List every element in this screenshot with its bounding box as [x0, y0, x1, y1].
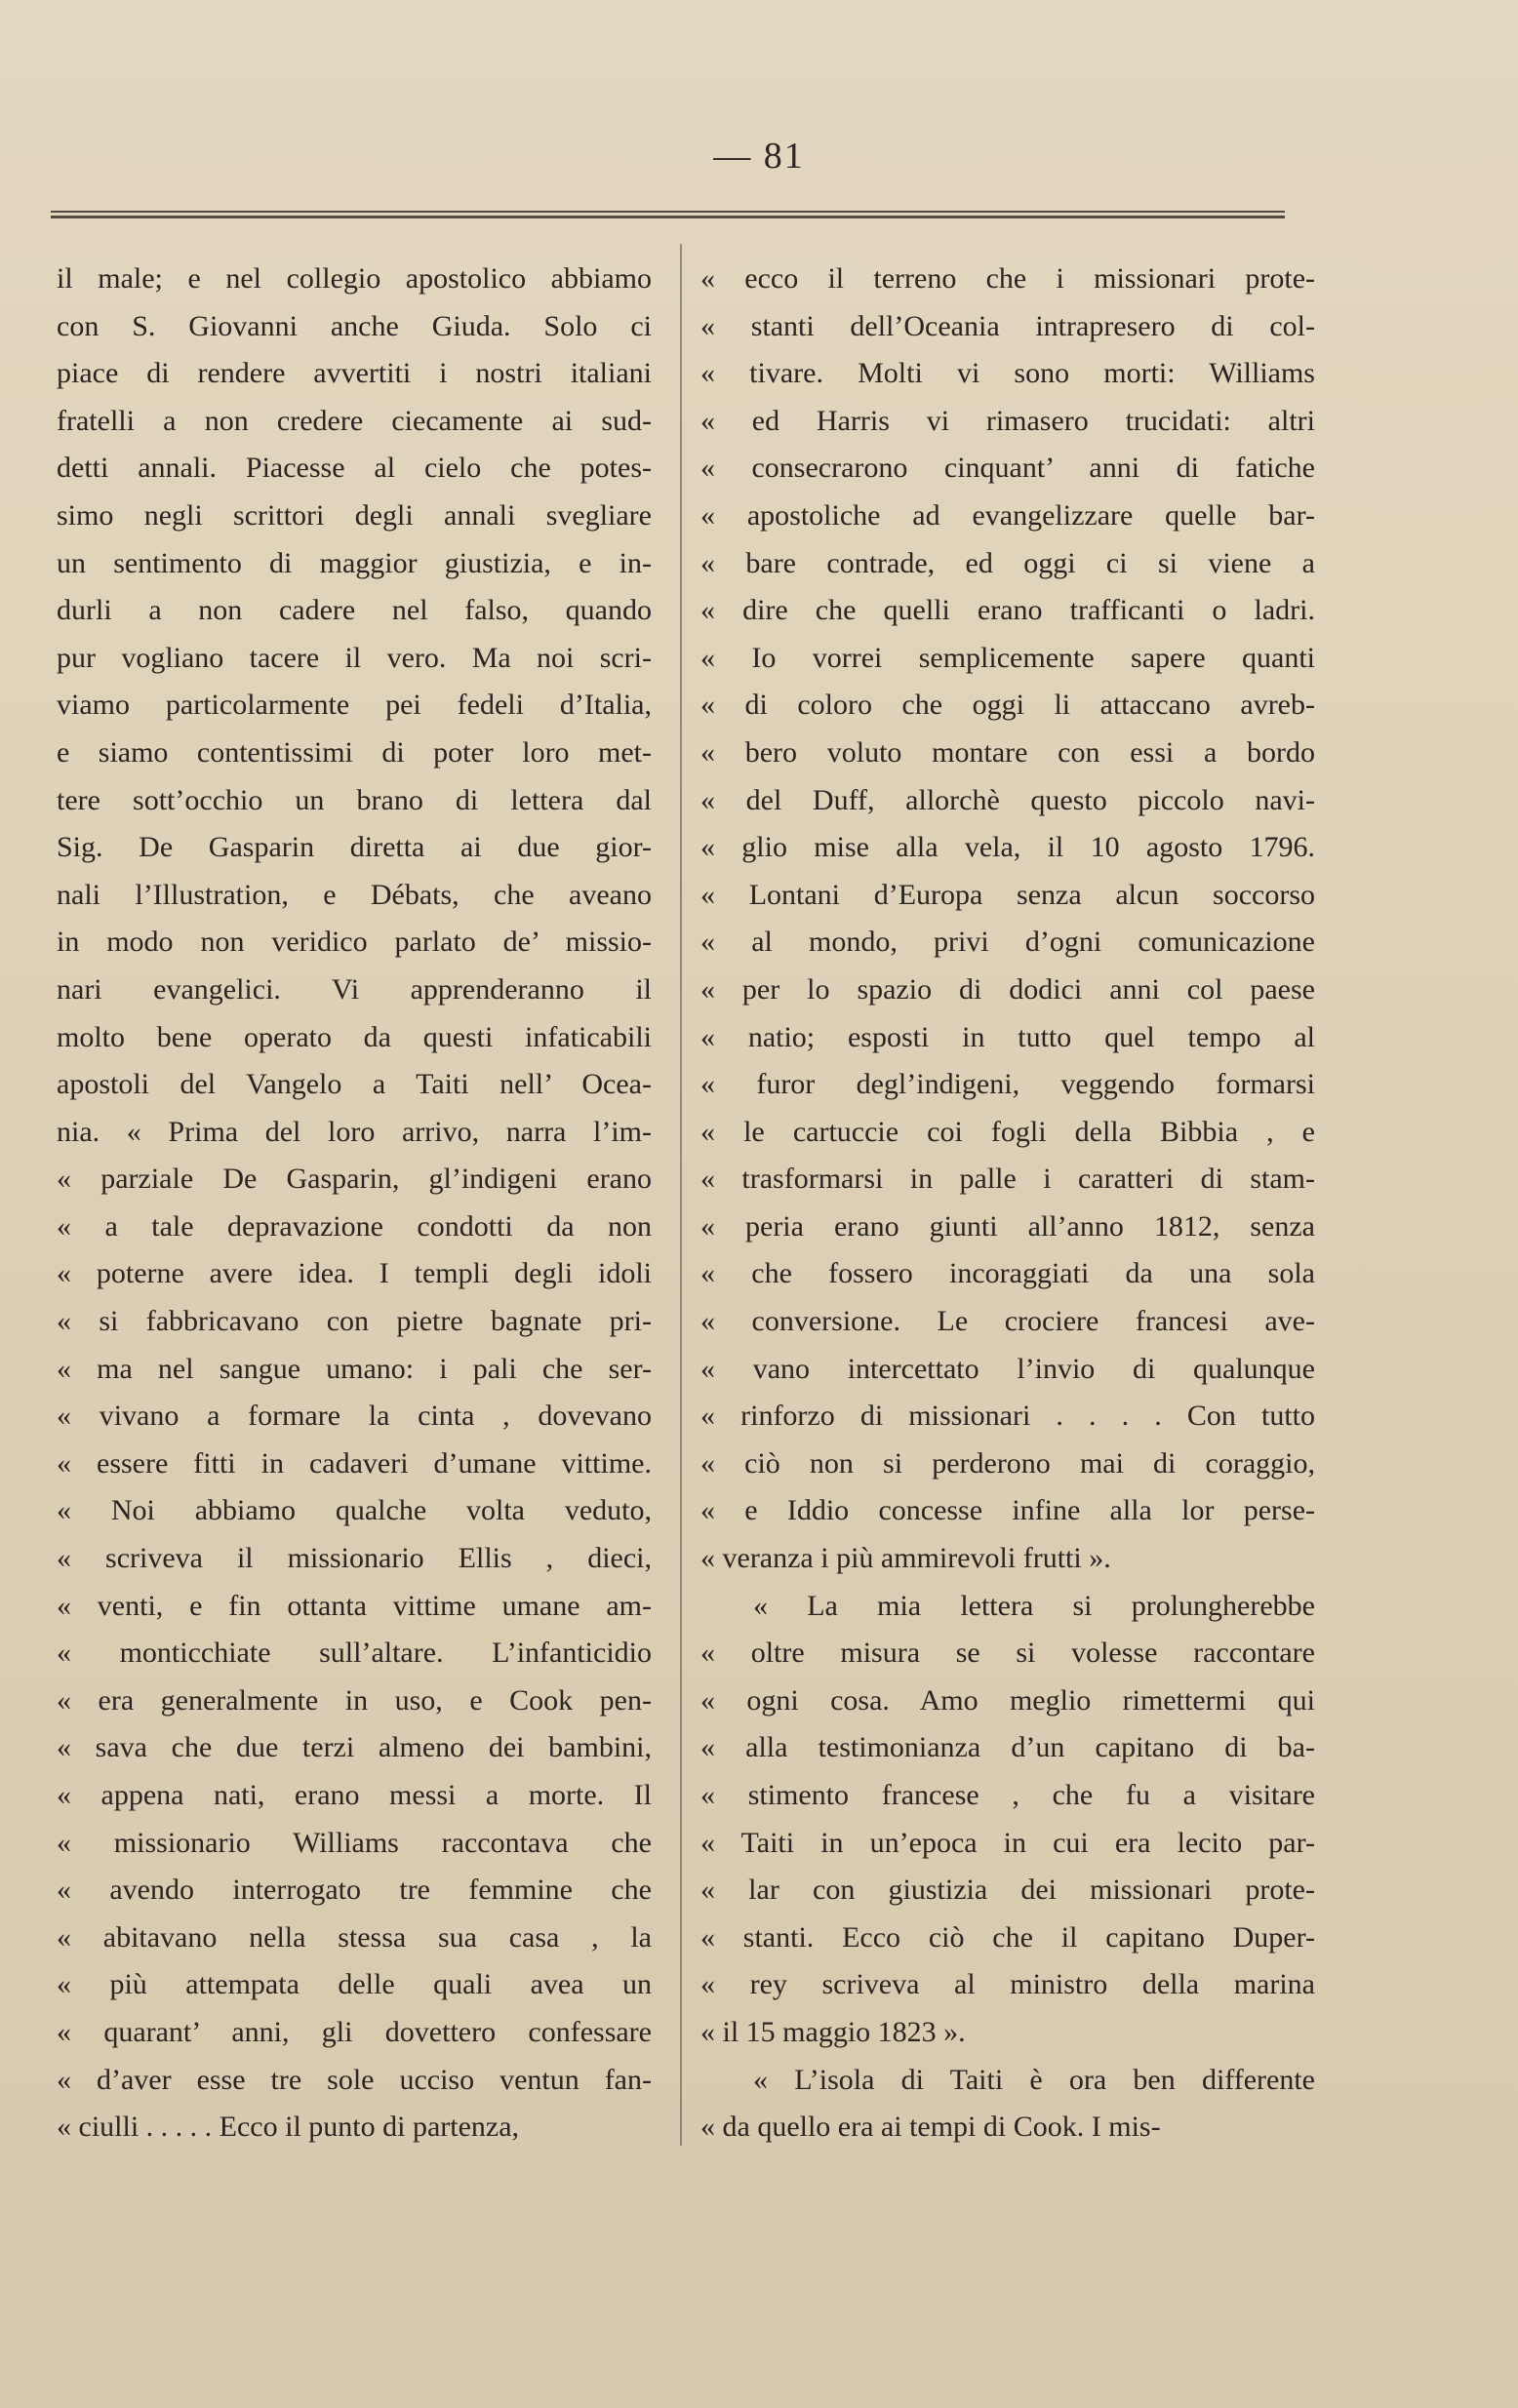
- text-line: Sig. De Gasparin diretta ai due gior-: [57, 831, 652, 864]
- text-line: « e Iddio concesse infine alla lor perse-: [700, 1494, 1315, 1527]
- text-line: e siamo contentissimi di poter loro met-: [57, 735, 652, 769]
- text-line: il male; e nel collegio apostolico abbiamo: [57, 262, 652, 295]
- text-line: « veranza i più ammirevoli frutti ».: [700, 1542, 1111, 1575]
- header-rule: [51, 211, 1285, 218]
- text-line: « monticchiate sull’altare. L’infanticidio: [57, 1637, 652, 1670]
- text-line: « che fossero incoraggiati da una sola: [700, 1257, 1315, 1290]
- text-line: « conversione. Le crociere francesi ave-: [700, 1305, 1315, 1338]
- text-line: « d’aver esse tre sole ucciso ventun fan-: [57, 2063, 652, 2096]
- right-text-column: [700, 256, 1315, 2151]
- text-line: « ogni cosa. Amo meglio rimettermi qui: [700, 1683, 1315, 1717]
- text-line: « consecrarono cinquant’ anni di fatiche: [700, 452, 1315, 485]
- text-line: « natio; esposti in tutto quel tempo al: [700, 1020, 1315, 1053]
- text-line: apostoli del Vangelo a Taiti nell’ Ocea-: [57, 1068, 652, 1101]
- text-line: « scriveva il missionario Ellis , dieci,: [57, 1542, 652, 1575]
- text-line: « sava che due terzi almeno dei bambini,: [57, 1731, 652, 1764]
- page-number: — 81: [713, 136, 805, 177]
- text-line: « a tale depravazione condotti da non: [57, 1209, 652, 1243]
- text-line: tere sott’occhio un brano di lettera dal: [57, 783, 652, 816]
- text-line: fratelli a non credere ciecamente ai sud-: [57, 404, 652, 437]
- text-line: « di coloro che oggi li attaccano avreb-: [700, 689, 1315, 722]
- text-line: « del Duff, allorchè questo piccolo navi-: [700, 783, 1315, 816]
- text-line: « ciulli . . . . . Ecco il punto di partenza,: [57, 2111, 520, 2144]
- text-line: con S. Giovanni anche Giuda. Solo ci: [57, 309, 652, 342]
- text-line: « rinforzo di missionari . . . . Con tutto: [700, 1400, 1315, 1433]
- text-line: « avendo interrogato tre femmine che: [57, 1874, 652, 1907]
- text-line: « per lo spazio di dodici anni col paese: [700, 972, 1315, 1006]
- text-line: « abitavano nella stessa sua casa , la: [57, 1920, 652, 1954]
- text-line: « alla testimonianza d’un capitano di ba-: [700, 1731, 1315, 1764]
- text-line: « rey scriveva al ministro della marina: [700, 1968, 1315, 2001]
- text-line: « La mia lettera si prolungherebbe: [753, 1589, 1315, 1622]
- text-line: « ma nel sangue umano: i pali che ser-: [57, 1352, 652, 1385]
- text-line: « Taiti in un’epoca in cui era lecito par-: [700, 1826, 1315, 1859]
- text-line: « stanti. Ecco ciò che il capitano Duper-: [700, 1920, 1315, 1954]
- text-line: « bare contrade, ed oggi ci si viene a: [700, 546, 1315, 579]
- text-line: « quarant’ anni, gli dovettero confessare: [57, 2015, 652, 2048]
- text-line: « oltre misura se si volesse raccontare: [700, 1637, 1315, 1670]
- text-line: « glio mise alla vela, il 10 agosto 1796.: [700, 831, 1315, 864]
- text-line: « furor degl’indigeni, veggendo formarsi: [700, 1068, 1315, 1101]
- left-text-column: [57, 256, 652, 2151]
- text-line: « bero voluto montare con essi a bordo: [700, 735, 1315, 769]
- text-line: simo negli scrittori degli annali svegliare: [57, 498, 652, 532]
- text-line: in modo non veridico parlato de’ missio-: [57, 926, 652, 959]
- column-divider: [680, 244, 682, 2146]
- text-line: « trasformarsi in palle i caratteri di stam-: [700, 1163, 1315, 1196]
- text-line: « Lontani d’Europa senza alcun soccorso: [700, 878, 1315, 911]
- text-line: « ed Harris vi rimasero trucidati: altri: [700, 404, 1315, 437]
- text-line: detti annali. Piacesse al cielo che potes-: [57, 452, 652, 485]
- text-line: nia. « Prima del loro arrivo, narra l’im-: [57, 1115, 652, 1148]
- text-line: « poterne avere idea. I templi degli idoli: [57, 1257, 652, 1290]
- text-line: « parziale De Gasparin, gl’indigeni erano: [57, 1163, 652, 1196]
- text-line: nali l’Illustration, e Débats, che aveano: [57, 878, 652, 911]
- text-line: « ecco il terreno che i missionari prote-: [700, 262, 1315, 295]
- text-line: piace di rendere avvertiti i nostri italiani: [57, 357, 652, 390]
- text-line: « vano intercettato l’invio di qualunque: [700, 1352, 1315, 1385]
- text-line: « essere fitti in cadaveri d’umane vittime.: [57, 1446, 652, 1480]
- text-line: « venti, e fin ottanta vittime umane am-: [57, 1589, 652, 1622]
- text-line: « lar con giustizia dei missionari prote-: [700, 1874, 1315, 1907]
- text-line: « Noi abbiamo qualche volta veduto,: [57, 1494, 652, 1527]
- text-line: « al mondo, privi d’ogni comunicazione: [700, 926, 1315, 959]
- text-line: durli a non cadere nel falso, quando: [57, 594, 652, 627]
- text-line: molto bene operato da questi infaticabili: [57, 1020, 652, 1053]
- text-line: « le cartuccie coi fogli della Bibbia , e: [700, 1115, 1315, 1148]
- text-line: « ciò non si perderono mai di coraggio,: [700, 1446, 1315, 1480]
- text-line: « L’isola di Taiti è ora ben differente: [753, 2063, 1315, 2096]
- text-line: viamo particolarmente pei fedeli d’Italia,: [57, 689, 652, 722]
- text-line: un sentimento di maggior giustizia, e in-: [57, 546, 652, 579]
- text-line: « da quello era ai tempi di Cook. I mis-: [700, 2111, 1161, 2144]
- text-line: « dire che quelli erano trafficanti o ladri.: [700, 594, 1315, 627]
- text-line: « si fabbricavano con pietre bagnate pri-: [57, 1305, 652, 1338]
- text-line: pur vogliano tacere il vero. Ma noi scri-: [57, 641, 652, 674]
- text-line: « tivare. Molti vi sono morti: Williams: [700, 357, 1315, 390]
- text-line: « appena nati, erano messi a morte. Il: [57, 1779, 652, 1811]
- text-line: « stanti dell’Oceania intrapresero di col-: [700, 309, 1315, 342]
- text-line: « vivano a formare la cinta , dovevano: [57, 1400, 652, 1433]
- text-line: « missionario Williams raccontava che: [57, 1826, 652, 1859]
- text-line: « era generalmente in uso, e Cook pen-: [57, 1683, 652, 1717]
- text-line: nari evangelici. Vi apprenderanno il: [57, 972, 652, 1006]
- text-line: « apostoliche ad evangelizzare quelle bar-: [700, 498, 1315, 532]
- text-line: « più attempata delle quali avea un: [57, 1968, 652, 2001]
- text-line: « peria erano giunti all’anno 1812, senza: [700, 1209, 1315, 1243]
- text-line: « Io vorrei semplicemente sapere quanti: [700, 641, 1315, 674]
- text-line: « stimento francese , che fu a visitare: [700, 1779, 1315, 1811]
- text-line: « il 15 maggio 1823 ».: [700, 2015, 966, 2048]
